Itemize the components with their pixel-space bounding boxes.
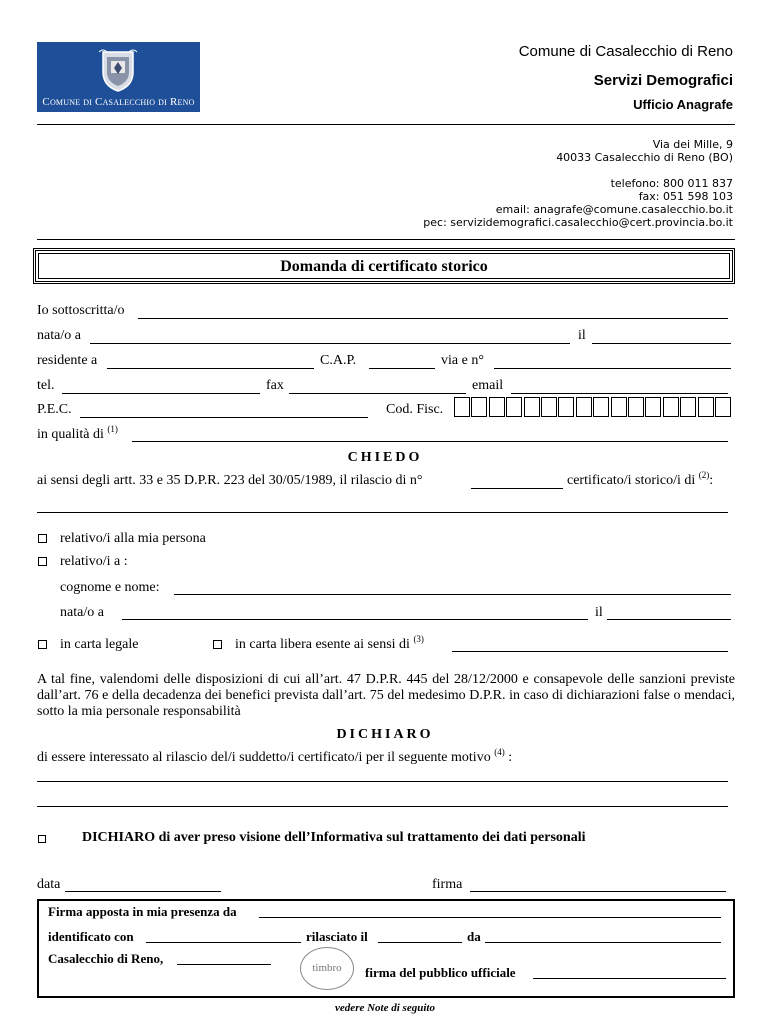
contact-pec: pec: servizidemografici.casalecchio@cert.provincia.bo.it	[423, 216, 733, 229]
codice-fiscale-char-box[interactable]	[628, 397, 644, 417]
field-cognome-nome[interactable]	[174, 594, 731, 595]
label-relativo-a: relativo/i a :	[60, 554, 128, 569]
codice-fiscale-char-box[interactable]	[593, 397, 609, 417]
dichiaro-heading: DICHIARO	[336, 727, 434, 742]
note-ref-1: (1)	[107, 424, 118, 434]
field-motivo-2[interactable]	[37, 806, 728, 807]
label-firma-pubblico: firma del pubblico ufficiale	[365, 965, 516, 980]
label-il: il	[578, 328, 586, 343]
logo-text: Comune di Casalecchio di Reno	[42, 96, 195, 108]
label-nato-altro: nata/o a	[60, 605, 104, 620]
municipality-logo	[37, 42, 200, 112]
chiedo-text-a: ai sensi degli artt. 33 e 35 D.P.R. 223 del 30/05/1989, il rilascio di n°	[37, 473, 423, 488]
field-residenza[interactable]	[107, 368, 314, 369]
codice-fiscale-char-box[interactable]	[524, 397, 540, 417]
checkbox-carta-libera[interactable]	[213, 640, 222, 649]
dichiaro-text: di essere interessato al rilascio del/i suddetto/i certificato/i per il seguente motivo	[37, 750, 491, 765]
label-cognome-nome: cognome e nome:	[60, 580, 160, 595]
label-firma: firma	[432, 877, 463, 892]
stamp-placeholder: timbro	[300, 947, 354, 990]
municipality-name: Comune di Casalecchio di Reno	[518, 43, 733, 60]
field-documento[interactable]	[146, 942, 301, 943]
label-identificato: identificato con	[48, 929, 134, 944]
checkbox-persona[interactable]	[38, 534, 47, 543]
dichiaro-colon: :	[508, 750, 513, 765]
field-numero-certificati[interactable]	[471, 488, 563, 489]
chiedo-colon: :	[709, 473, 714, 488]
field-luogo-nascita-altro[interactable]	[122, 619, 588, 620]
label-nato: nata/o a	[37, 328, 81, 343]
codice-fiscale-char-box[interactable]	[576, 397, 592, 417]
dichiaro-text-wrap	[37, 747, 513, 766]
label-carta-libera: in carta libera esente ai sensi di	[235, 637, 410, 652]
field-qualita[interactable]	[132, 441, 728, 442]
codice-fiscale-char-box[interactable]	[506, 397, 522, 417]
label-email: email	[472, 378, 504, 393]
note-ref-3: (3)	[413, 634, 424, 644]
contact-divider	[37, 239, 735, 240]
field-via[interactable]	[494, 368, 731, 369]
label-qualita	[37, 424, 118, 443]
field-firma[interactable]	[470, 891, 726, 892]
privacy-declaration: DICHIARO di aver preso visione dell’Informativa sul trattamento dei dati personali	[82, 830, 586, 845]
label-casalecchio: Casalecchio di Reno,	[48, 951, 164, 966]
field-firma-apposta[interactable]	[259, 917, 721, 918]
field-sottoscritto[interactable]	[138, 318, 728, 319]
chiedo-text-b: certificato/i storico/i di	[567, 473, 696, 488]
codice-fiscale-char-box[interactable]	[715, 397, 731, 417]
label-da: da	[467, 929, 481, 944]
chiedo-text-b-wrap	[567, 470, 714, 489]
field-data-rilascio[interactable]	[378, 942, 462, 943]
field-ente-rilascio[interactable]	[485, 942, 721, 943]
address-city: 40033 Casalecchio di Reno (BO)	[556, 151, 733, 164]
codice-fiscale-char-box[interactable]	[454, 397, 470, 417]
field-tipo-certificato[interactable]	[37, 512, 728, 513]
codice-fiscale-char-box[interactable]	[489, 397, 505, 417]
field-esenzione[interactable]	[452, 651, 728, 652]
qualita-text: in qualità di	[37, 427, 104, 442]
codice-fiscale-char-box[interactable]	[680, 397, 696, 417]
codice-fiscale-char-box[interactable]	[663, 397, 679, 417]
codice-fiscale-char-box[interactable]	[471, 397, 487, 417]
declaration-paragraph: A tal fine, valendomi delle disposizioni di cui all’art. 47 D.P.R. 445 del 28/12/2000 e consapevole delle sanzioni previste dall’art. 76 e della decadenza dei benefici prevista dall’art. 75 del medesimo D.P.R. in caso di dichiarazioni false o mendaci, sotto la mia personale responsabilità	[37, 672, 735, 719]
office-name: Ufficio Anagrafe	[633, 97, 733, 112]
label-cod-fisc: Cod. Fisc.	[386, 402, 444, 417]
footer-note: vedere Note di seguito	[335, 1002, 435, 1014]
label-cap: C.A.P.	[320, 353, 357, 368]
label-fax: fax	[266, 378, 284, 393]
header-divider	[37, 124, 735, 125]
field-data[interactable]	[65, 891, 221, 892]
contact-fax: fax: 051 598 103	[638, 190, 733, 203]
label-rilasciato: rilasciato il	[306, 929, 368, 944]
label-data: data	[37, 877, 61, 892]
chiedo-heading: CHIEDO	[347, 450, 423, 465]
codice-fiscale-char-box[interactable]	[645, 397, 661, 417]
label-residente: residente a	[37, 353, 98, 368]
coat-of-arms-icon	[95, 48, 141, 92]
checkbox-privacy[interactable]	[38, 835, 46, 843]
codice-fiscale-char-box[interactable]	[541, 397, 557, 417]
field-data-nascita[interactable]	[592, 343, 731, 344]
contact-phone: telefono: 800 011 837	[610, 177, 733, 190]
codice-fiscale-char-box[interactable]	[611, 397, 627, 417]
field-cap[interactable]	[369, 368, 435, 369]
checkbox-relativo-a[interactable]	[38, 557, 47, 566]
codice-fiscale-char-box[interactable]	[558, 397, 574, 417]
field-email[interactable]	[511, 393, 728, 394]
label-carta-libera-wrap	[235, 634, 424, 653]
checkbox-carta-legale[interactable]	[38, 640, 47, 649]
contact-email: email: anagrafe@comune.casalecchio.bo.it	[495, 203, 733, 216]
label-tel: tel.	[37, 378, 55, 393]
codice-fiscale-char-box[interactable]	[698, 397, 714, 417]
label-firma-apposta: Firma apposta in mia presenza da	[48, 904, 237, 919]
label-il-altro: il	[595, 605, 603, 620]
label-via: via e n°	[441, 353, 484, 368]
label-persona: relativo/i alla mia persona	[60, 531, 206, 546]
field-fax[interactable]	[289, 393, 466, 394]
field-firma-pubblico[interactable]	[533, 978, 726, 979]
field-data-nascita-altro[interactable]	[607, 619, 731, 620]
form-title: Domanda di certificato storico	[38, 253, 730, 279]
address-street: Via dei Mille, 9	[652, 138, 733, 151]
field-data-ufficio[interactable]	[177, 964, 271, 965]
note-ref-2: (2)	[698, 470, 710, 480]
label-carta-legale: in carta legale	[60, 637, 139, 652]
note-ref-4: (4)	[494, 747, 505, 757]
field-tel[interactable]	[62, 393, 260, 394]
label-pec: P.E.C.	[37, 402, 72, 417]
title-box	[33, 248, 735, 284]
department-name: Servizi Demografici	[593, 72, 733, 89]
field-motivo-1[interactable]	[37, 781, 728, 782]
field-luogo-nascita[interactable]	[90, 343, 570, 344]
field-pec[interactable]	[80, 417, 368, 418]
label-sottoscritto: Io sottoscritta/o	[37, 303, 125, 318]
